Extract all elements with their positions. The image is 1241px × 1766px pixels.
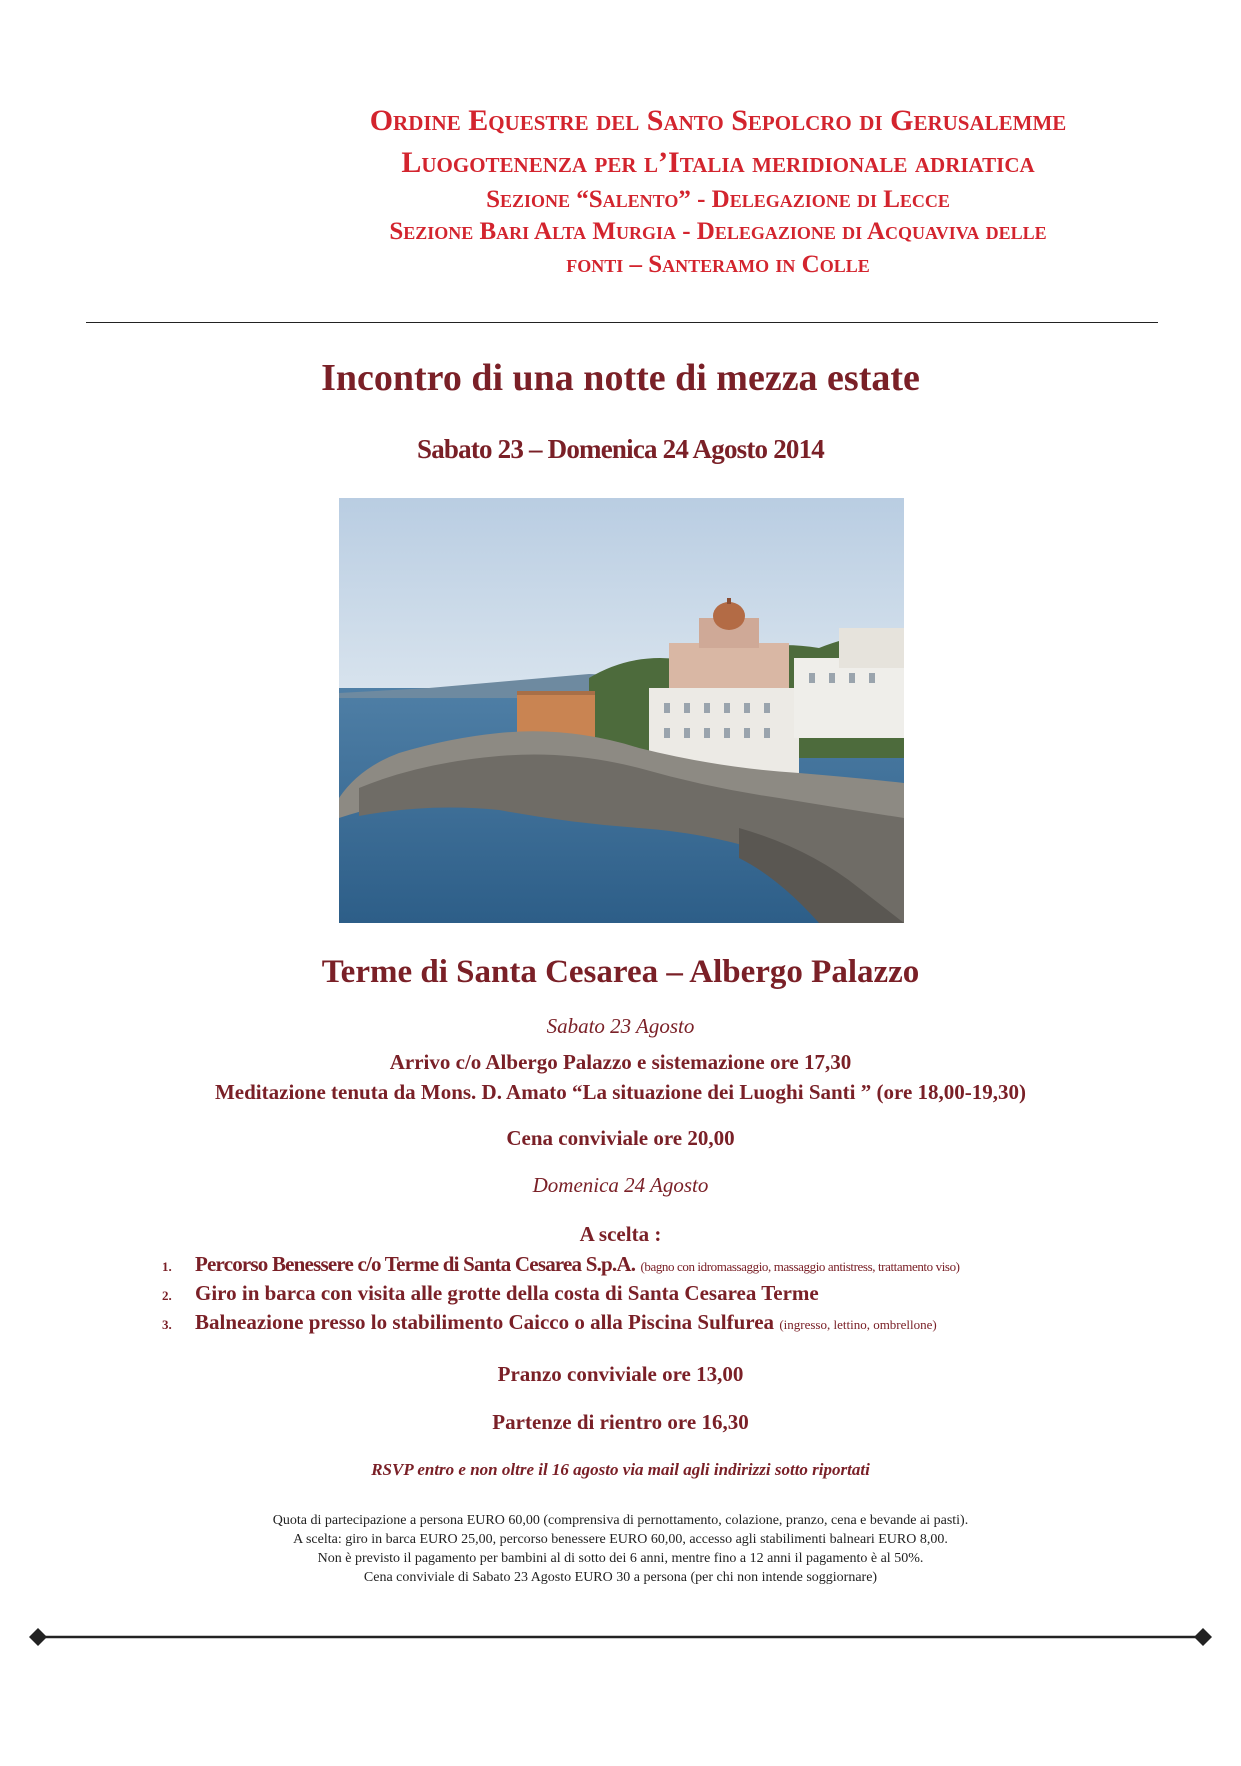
header-divider [86, 322, 1158, 323]
list-number: 3. [162, 1317, 172, 1332]
saturday-heading: Sabato 23 Agosto [546, 1014, 695, 1038]
fine-print-line: Cena conviviale di Sabato 23 Agosto EURO 30 a persona (per chi non intende soggiornare) [363, 1570, 878, 1585]
sunday-choice-label: A scelta : [579, 1222, 662, 1246]
saturday-arrival: Arrivo c/o Albergo Palazzo e sistemazione ore 17,30 [389, 1050, 852, 1074]
header-line-section-salento: Sezione “Salento” - Delegazione di Lecce [486, 186, 950, 213]
saturday-dinner: Cena conviviale ore 20,00 [506, 1126, 735, 1150]
list-item [162, 1310, 937, 1335]
option-text: Percorso Benessere c/o Terme di Santa Cesarea S.p.A. [195, 1252, 636, 1276]
fine-print-line: Non è previsto il pagamento per bambini al di sotto dei 6 anni, mentre fino a 12 anni il pagamento è al 50%. [317, 1551, 924, 1566]
header-line-santeramo: fonti – Santeramo in Colle [566, 251, 870, 278]
option-note: (bagno con idromassaggio, massaggio antistress, trattamento viso) [640, 1259, 960, 1274]
event-dates: Sabato 23 – Domenica 24 Agosto 2014 [416, 434, 824, 464]
option-text: Balneazione presso lo stabilimento Caicco o alla Piscina Sulfurea [195, 1310, 775, 1334]
event-title: Incontro di una notte di mezza estate [321, 357, 920, 399]
option-text: Giro in barca con visita alle grotte della costa di Santa Cesarea Terme [195, 1281, 819, 1305]
fine-print-line: Quota di partecipazione a persona EURO 60,00 (comprensiva di pernottamento, colazione, pranzo, cena e bevande ai pasti). [272, 1513, 969, 1528]
saturday-meditation: Meditazione tenuta da Mons. D. Amato “La situazione dei Luoghi Santi ” (ore 18,00-19,30) [214, 1080, 1027, 1104]
fine-print-line: A scelta: giro in barca EURO 25,00, percorso benessere EURO 60,00, accesso agli stabilimenti balneari EURO 8,00. [293, 1532, 948, 1547]
list-number: 2. [162, 1288, 172, 1303]
sunday-departure: Partenze di rientro ore 16,30 [492, 1410, 749, 1434]
option-note: (ingresso, lettino, ombrellone) [779, 1317, 937, 1332]
header-line-section-bari: Sezione Bari Alta Murgia - Delegazione di Acquaviva delle [389, 218, 1047, 245]
rsvp-note: RSVP entro e non oltre il 16 agosto via mail agli indirizzi sotto riportati [371, 1460, 870, 1479]
sunday-lunch: Pranzo conviviale ore 13,00 [497, 1362, 744, 1386]
list-item [162, 1252, 960, 1277]
coast-photo [339, 498, 904, 923]
bottom-divider [28, 1626, 1213, 1648]
venue-title: Terme di Santa Cesarea – Albergo Palazzo [321, 954, 920, 990]
header-line-lieutenancy: Luogotenenza per l’Italia meridionale adriatica [401, 146, 1035, 179]
list-number: 1. [162, 1259, 172, 1274]
list-item [162, 1281, 819, 1306]
header-line-order: Ordine Equestre del Santo Sepolcro di Gerusalemme [369, 104, 1067, 137]
sunday-heading: Domenica 24 Agosto [532, 1173, 709, 1197]
